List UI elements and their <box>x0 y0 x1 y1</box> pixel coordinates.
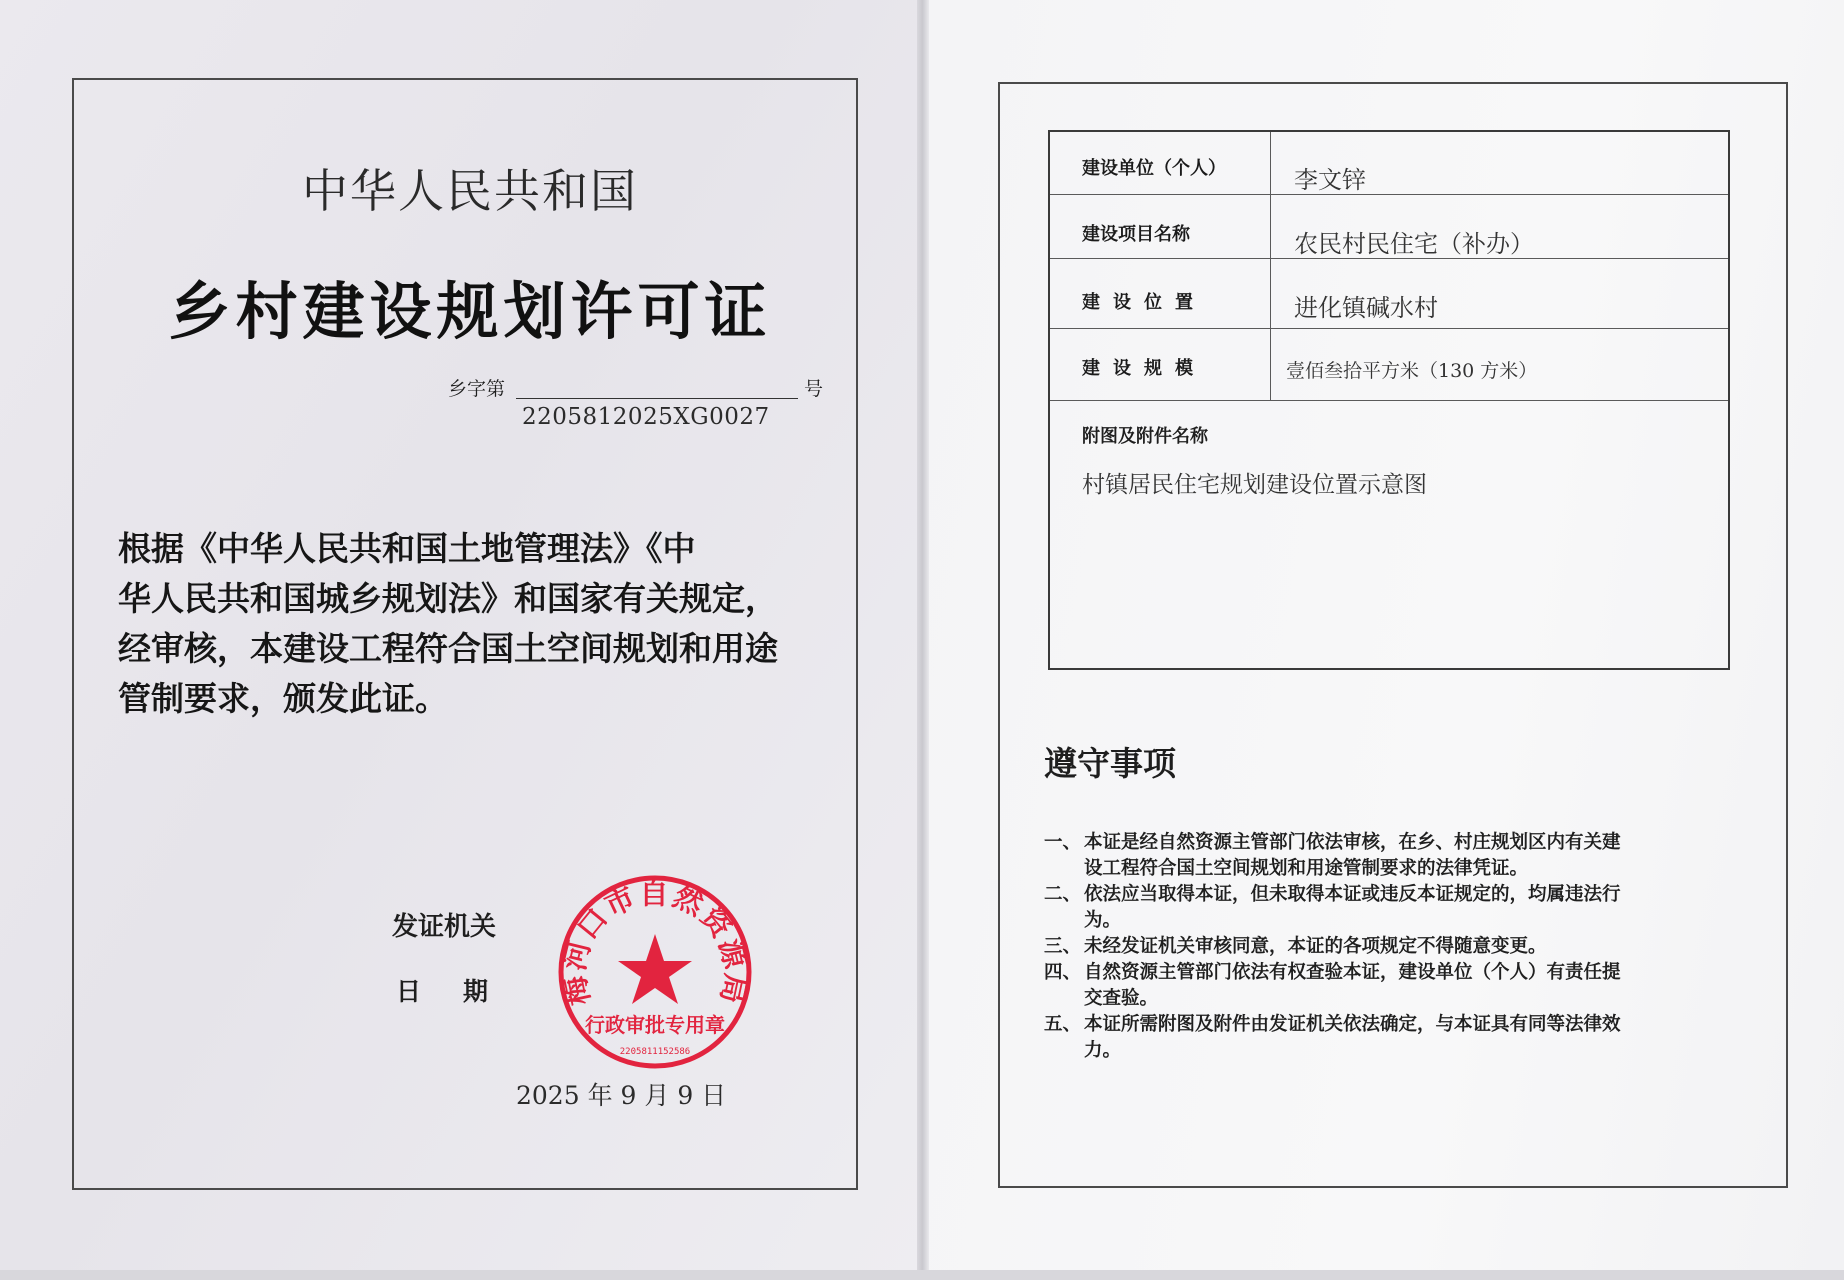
date-label: 日期 <box>396 977 531 1006</box>
details-table <box>1048 130 1730 670</box>
certificate-number: 2205812025XG0027 <box>522 404 770 430</box>
rule-item <box>1044 830 1744 882</box>
rule-text: 未经发证机关审核同意，本证的各项规定不得随意变更。 <box>1084 936 1547 957</box>
rule-item <box>1044 960 1744 1012</box>
basis-line: 根据《中华人民共和国土地管理法》《中 <box>118 529 696 568</box>
attachments-value: 村镇居民住宅规划建设位置示意图 <box>1082 472 1427 498</box>
rule-text: 设工程符合国土空间规划和用途管制要求的法律凭证。 <box>1084 858 1529 879</box>
number-underline <box>516 398 798 399</box>
rule-text: 本证是经自然资源主管部门依法审核，在乡、村庄规划区内有关建 <box>1084 832 1621 853</box>
builder-value: 李文锌 <box>1294 166 1366 194</box>
number-prefix: 乡字第 <box>448 378 506 400</box>
nation-heading: 中华人民共和国 <box>302 164 638 218</box>
table-row-line <box>1050 400 1728 401</box>
builder-label: 建设单位（个人） <box>1082 158 1226 179</box>
rule-text: 自然资源主管部门依法有权查验本证，建设单位（个人）有责任提 <box>1084 962 1621 983</box>
rule-item <box>1044 1012 1744 1064</box>
page-fold <box>917 0 929 1280</box>
official-seal <box>555 872 755 1072</box>
rules-title: 遵守事项 <box>1044 744 1176 783</box>
attachments-label: 附图及附件名称 <box>1082 426 1208 447</box>
table-divider <box>1270 132 1271 400</box>
project-name-label: 建设项目名称 <box>1082 224 1190 245</box>
scale-label: 建设规模 <box>1082 358 1206 379</box>
rule-number: 三、 <box>1044 936 1082 957</box>
project-name-value: 农民村民住宅（补办） <box>1294 230 1534 258</box>
table-row-line <box>1050 194 1728 195</box>
issuer-label: 发证机关 <box>392 912 497 942</box>
rule-item <box>1044 882 1744 934</box>
number-suffix: 号 <box>804 378 824 400</box>
rule-text: 本证所需附图及附件由发证机关依法确定，与本证具有同等法律效 <box>1084 1014 1621 1035</box>
issue-date: 2025 年 9 月 9 日 <box>516 1081 727 1110</box>
seal-star-icon <box>618 934 692 1004</box>
rule-number: 四、 <box>1044 962 1082 983</box>
table-row-line <box>1050 328 1728 329</box>
rule-item <box>1044 934 1744 960</box>
rules-list <box>1044 830 1744 1064</box>
rule-number: 五、 <box>1044 1014 1082 1035</box>
legal-basis-paragraph <box>118 524 818 724</box>
basis-line: 管制要求，颁发此证。 <box>118 679 448 718</box>
basis-line: 经审核，本建设工程符合国土空间规划和用途 <box>118 629 778 668</box>
location-value: 进化镇碱水村 <box>1294 294 1438 322</box>
basis-line: 华人民共和国城乡规划法》和国家有关规定， <box>118 579 778 618</box>
rule-number: 二、 <box>1044 884 1082 905</box>
rule-number: 一、 <box>1044 832 1082 853</box>
seal-serial: 2205811152586 <box>619 1047 691 1057</box>
page-bottom-edge <box>0 1270 1844 1280</box>
location-label: 建设位置 <box>1082 292 1206 313</box>
rule-text: 为。 <box>1084 910 1122 931</box>
scale-value: 壹佰叁拾平方米（130 方米） <box>1286 360 1538 382</box>
rule-text: 依法应当取得本证，但未取得本证或违反本证规定的，均属违法行 <box>1084 884 1621 905</box>
rule-text: 力。 <box>1084 1040 1122 1061</box>
certificate-title: 乡村建设规划许可证 <box>168 275 772 348</box>
rule-text: 交查验。 <box>1084 988 1159 1009</box>
seal-bottom-text: 行政审批专用章 <box>585 1013 725 1037</box>
seal-arc-text: 梅河口市自然资源局 <box>556 876 754 1009</box>
